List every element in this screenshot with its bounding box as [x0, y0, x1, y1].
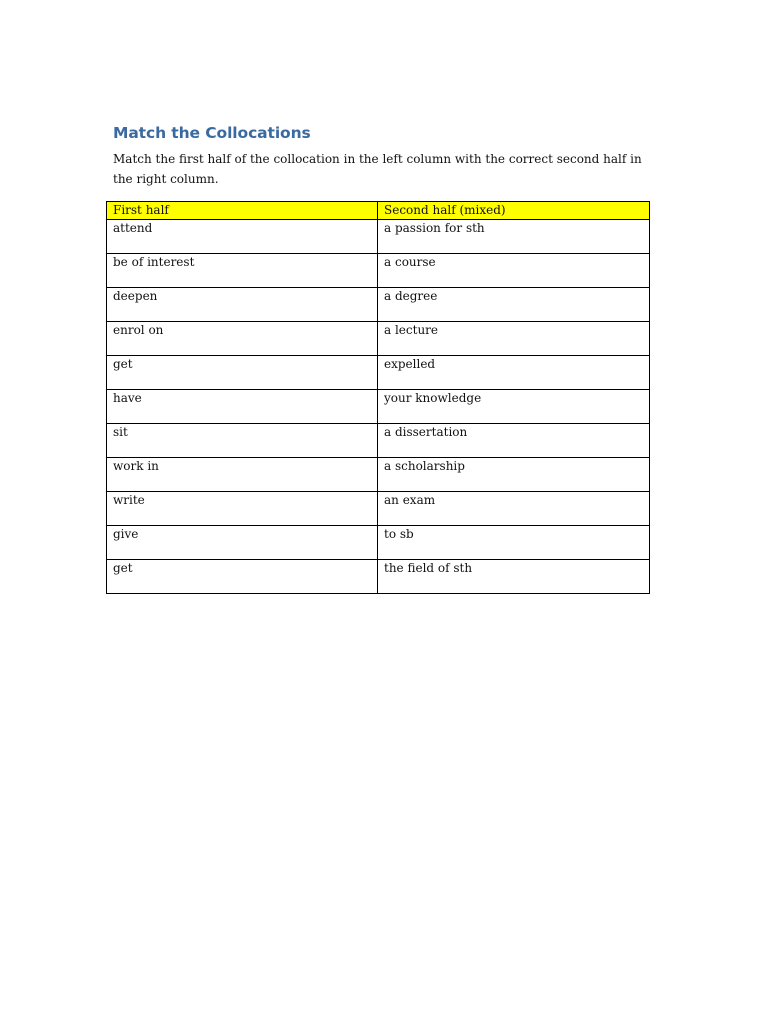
header-first-half: First half: [107, 202, 378, 220]
second-half-cell: a degree: [378, 288, 650, 322]
second-half-cell: a passion for sth: [378, 220, 650, 254]
second-half-cell: a lecture: [378, 322, 650, 356]
second-half-cell: your knowledge: [378, 390, 650, 424]
first-half-cell: deepen: [107, 288, 378, 322]
second-half-cell: an exam: [378, 492, 650, 526]
table-row: [107, 458, 650, 492]
table-row: [107, 356, 650, 390]
first-half-cell: enrol on: [107, 322, 378, 356]
second-half-cell: the field of sth: [378, 560, 650, 594]
second-half-cell: a course: [378, 254, 650, 288]
first-half-cell: be of interest: [107, 254, 378, 288]
header-second-half: Second half (mixed): [378, 202, 650, 220]
first-half-cell: get: [107, 560, 378, 594]
table-row: [107, 322, 650, 356]
first-half-cell: give: [107, 526, 378, 560]
table-row: [107, 288, 650, 322]
table-row: [107, 526, 650, 560]
second-half-cell: a dissertation: [378, 424, 650, 458]
first-half-cell: have: [107, 390, 378, 424]
first-half-cell: get: [107, 356, 378, 390]
first-half-cell: attend: [107, 220, 378, 254]
table-row: [107, 424, 650, 458]
table-row: [107, 560, 650, 594]
collocation-table: [106, 201, 650, 594]
table-row: [107, 254, 650, 288]
first-half-cell: write: [107, 492, 378, 526]
page-title: Match the Collocations: [113, 124, 311, 142]
table-row: [107, 220, 650, 254]
table-row: [107, 492, 650, 526]
first-half-cell: sit: [107, 424, 378, 458]
first-half-cell: work in: [107, 458, 378, 492]
table-row: [107, 390, 650, 424]
second-half-cell: expelled: [378, 356, 650, 390]
second-half-cell: a scholarship: [378, 458, 650, 492]
instructions-text: Match the first half of the collocation in the left column with the correct second half in the right column.: [113, 152, 642, 186]
table-header-row: [107, 202, 650, 220]
second-half-cell: to sb: [378, 526, 650, 560]
